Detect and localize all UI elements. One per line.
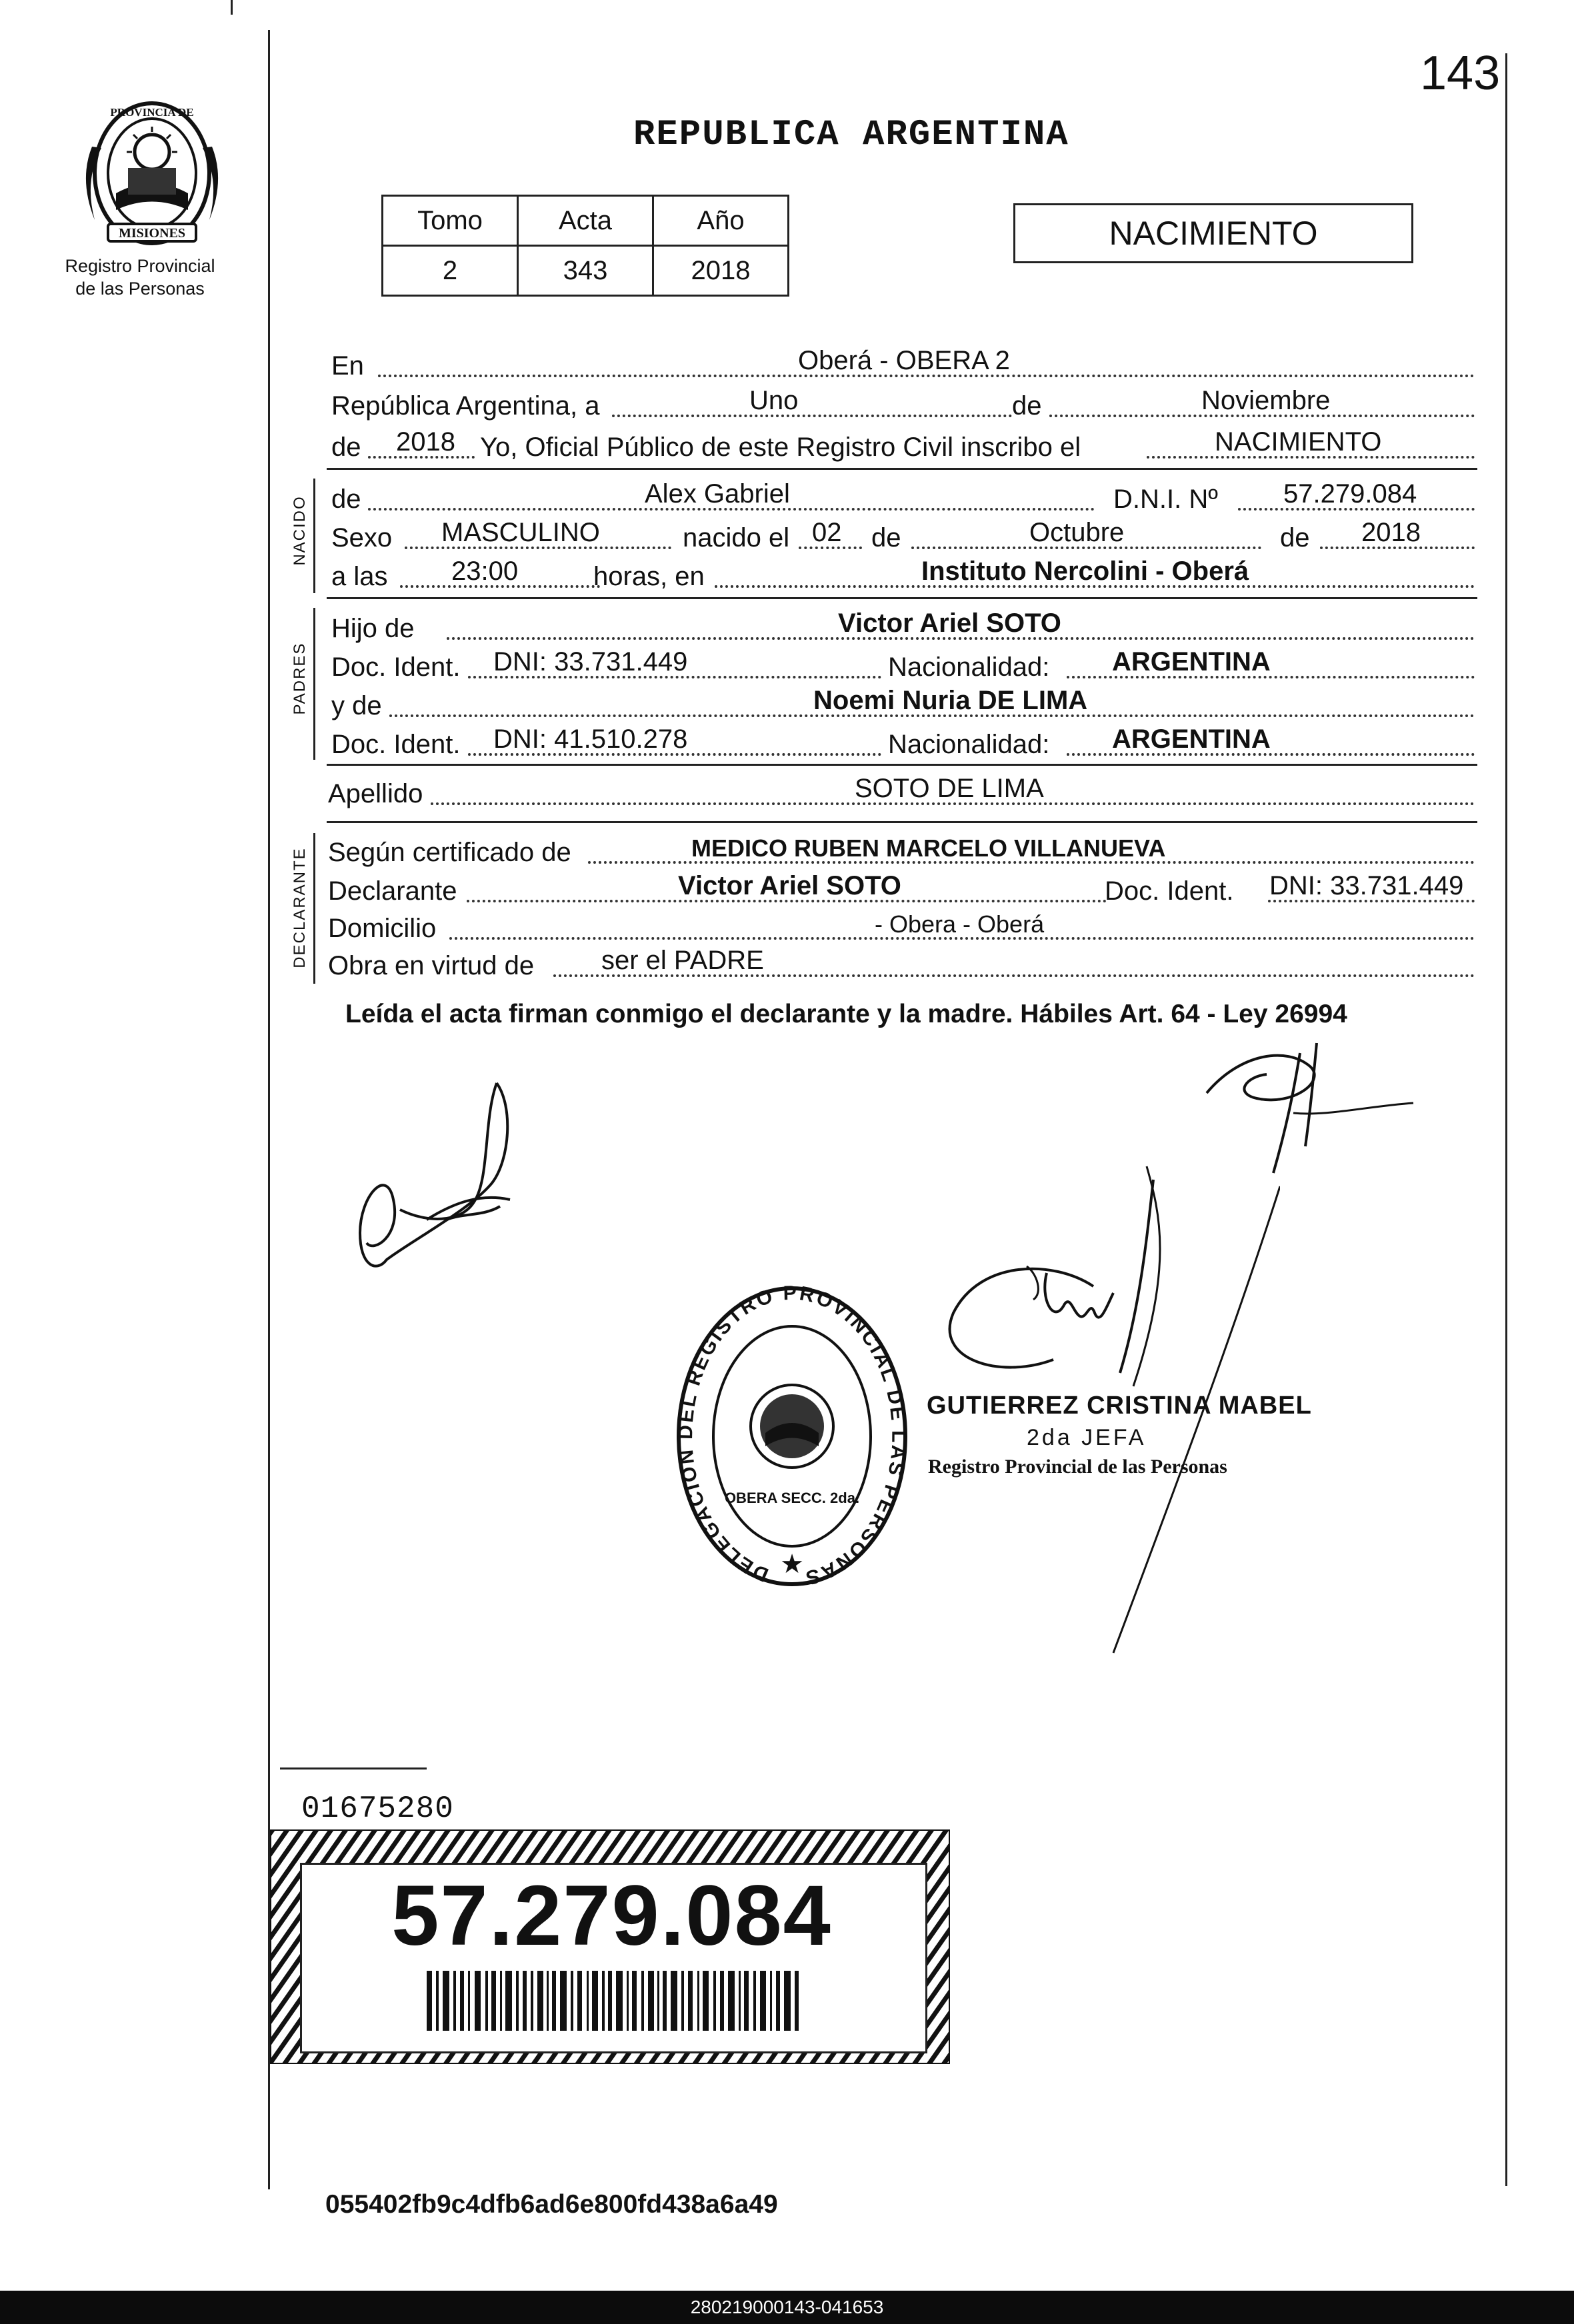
apellido-value: SOTO DE LIMA [855, 774, 1044, 803]
row-nacido-sex [328, 517, 1476, 556]
day-dots [612, 415, 1012, 417]
row-domicilio [328, 908, 1476, 946]
mother-name-value: Noemi Nuria DE LIMA [813, 686, 1088, 715]
anio-header: Año [653, 196, 789, 246]
mother-doc-value: DNI: 41.510.278 [493, 724, 688, 754]
dni-label: D.N.I. Nº [1113, 485, 1218, 514]
nacido-de-label: de [331, 485, 361, 514]
declarante-doc-dots [1268, 900, 1475, 902]
mother-doc-label: Doc. Ident. [331, 730, 461, 759]
official-role: 2da JEFA [1027, 1425, 1147, 1450]
official-round-stamp [672, 1280, 912, 1593]
padres-side-label: PADRES [291, 642, 309, 715]
declarante-doc-label: Doc. Ident. [1105, 876, 1234, 906]
birth-day-value: 02 [812, 518, 842, 547]
declarante-name-value: Victor Ariel SOTO [678, 871, 901, 900]
document-title: REPUBLICA ARGENTINA [633, 115, 1069, 155]
statement-label: Yo, Oficial Público de este Registro Civil inscribo el [480, 433, 1081, 462]
office-label-line2: de las Personas [75, 279, 205, 299]
row-certificado [328, 832, 1476, 870]
father-nac-label: Nacionalidad: [888, 652, 1050, 682]
reference-value-row [383, 246, 789, 296]
page-number: 143 [1420, 47, 1501, 100]
office-label [40, 255, 240, 300]
dni-value: 57.279.084 [1283, 479, 1417, 509]
declarante-label: Declarante [328, 876, 457, 906]
birth-de-label-2: de [1280, 523, 1310, 553]
father-doc-value: DNI: 33.731.449 [493, 647, 688, 676]
official-office: Registro Provincial de las Personas [928, 1456, 1227, 1478]
right-margin-line [1505, 53, 1507, 2186]
birth-de-label: de [871, 523, 901, 553]
acta-value: 343 [518, 246, 653, 296]
certificado-value: MEDICO RUBEN MARCELO VILLANUEVA [691, 834, 1166, 862]
rule-after-padres [327, 764, 1477, 766]
obra-label: Obra en virtud de [328, 951, 535, 980]
nacido-name-value: Alex Gabriel [645, 479, 790, 509]
row-year [328, 427, 1476, 465]
father-name-value: Victor Ariel SOTO [838, 608, 1061, 638]
de-label: de [1012, 391, 1042, 421]
domicilio-value: - Obera - Oberá [875, 910, 1045, 938]
place-value: Oberá - OBERA 2 [798, 346, 1010, 375]
birth-month-value: Octubre [1029, 518, 1125, 547]
row-father-doc [328, 646, 1476, 685]
father-nationality-value: ARGENTINA [1112, 647, 1271, 676]
seal-text-bottom: MISIONES [118, 226, 186, 241]
stamp-inner-text: OBERA SECC. 2da. [724, 1490, 860, 1506]
nacido-side-bar [313, 479, 315, 593]
mother-nac-label: Nacionalidad: [888, 730, 1050, 759]
stamp-ring-text: DELEGACION DEL REGISTRO PROVINCIAL DE LAS PERSONAS [675, 1282, 910, 1590]
rule-after-apellido [327, 821, 1477, 823]
row-obra [328, 945, 1476, 984]
row-nacido-name [328, 479, 1476, 517]
padres-side-bar [313, 608, 315, 760]
obra-value: ser el PADRE [601, 946, 764, 975]
acta-header: Acta [518, 196, 653, 246]
apellido-label: Apellido [328, 779, 423, 808]
official-name: GUTIERREZ CRISTINA MABEL [927, 1392, 1312, 1420]
rule-after-nacido [327, 597, 1477, 599]
act-value: NACIMIENTO [1215, 427, 1382, 457]
nacido-side-label: NACIDO [291, 495, 309, 566]
row-place [328, 345, 1476, 384]
certificado-label: Según certificado de [328, 838, 571, 867]
en-label: En [331, 351, 364, 381]
row-mother [328, 685, 1476, 724]
office-label-line1: Registro Provincial [65, 256, 215, 276]
birth-place-value: Instituto Nercolini - Oberá [921, 557, 1249, 586]
security-label-top-scratch [280, 1767, 427, 1769]
time-value: 23:00 [451, 557, 519, 586]
nacido-el-label: nacido el [683, 523, 790, 553]
republic-label: República Argentina, a [331, 391, 600, 421]
domicilio-label: Domicilio [328, 914, 437, 943]
alas-label: a las [331, 562, 388, 591]
record-type-box: NACIMIENTO [1013, 203, 1413, 263]
birth-year-value: 2018 [1361, 518, 1421, 547]
day-value: Uno [749, 386, 799, 415]
reference-header-row [383, 196, 789, 246]
month-value: Noviembre [1201, 386, 1331, 415]
serial-number: 01675280 [301, 1791, 454, 1826]
declarant-signature [347, 1066, 560, 1286]
y-de-label: y de [331, 691, 382, 720]
seal-text-top: PROVINCIA DE [110, 106, 194, 119]
declarante-doc-value: DNI: 33.731.449 [1269, 871, 1464, 900]
row-father [328, 608, 1476, 646]
anio-value: 2018 [653, 246, 789, 296]
reference-table [381, 195, 789, 297]
rule-after-registration [327, 468, 1477, 470]
row-mother-doc [328, 724, 1476, 762]
declarante-side-label: DECLARANTE [291, 847, 309, 968]
sexo-label: Sexo [331, 523, 393, 553]
mother-nationality-value: ARGENTINA [1112, 724, 1271, 754]
footer-code: 280219000143-041653 [690, 2297, 884, 2317]
father-doc-label: Doc. Ident. [331, 652, 461, 682]
dni-large-number: 57.279.084 [391, 1868, 832, 1963]
closing-statement: Leída el acta firman conmigo el declarante y la madre. Hábiles Art. 64 - Ley 26994 [345, 1000, 1347, 1028]
province-seal-logo [75, 93, 229, 253]
hijo-de-label: Hijo de [331, 614, 415, 643]
sexo-value: MASCULINO [441, 518, 600, 547]
de-label-2: de [331, 433, 361, 462]
tomo-value: 2 [383, 246, 518, 296]
row-date [328, 385, 1476, 424]
document-hash: 055402fb9c4dfb6ad6e800fd438a6a49 [325, 2190, 778, 2219]
row-declarante [328, 870, 1476, 909]
row-nacido-place [328, 556, 1476, 594]
declarante-side-bar [313, 833, 315, 984]
year-value: 2018 [396, 427, 455, 457]
row-apellido [328, 773, 1476, 812]
tomo-header: Tomo [383, 196, 518, 246]
horas-label: horas, en [593, 562, 705, 591]
barcode [427, 1971, 800, 2031]
top-left-tick [231, 0, 233, 15]
stamp-star-icon: ★ [780, 1549, 804, 1580]
